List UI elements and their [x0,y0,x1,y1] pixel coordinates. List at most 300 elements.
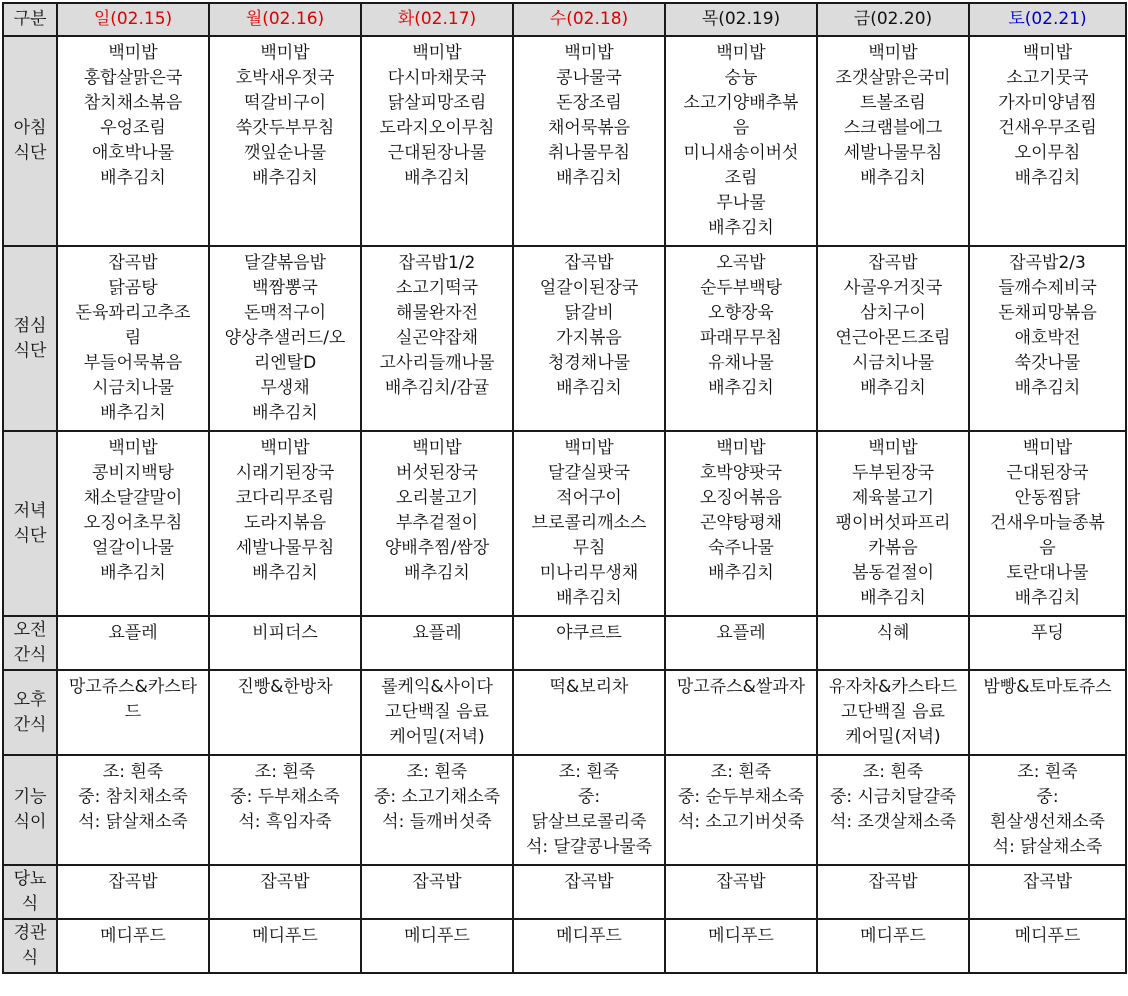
menu-item: 메디푸드 [404,926,470,946]
menu-item: 적어구이 [556,488,622,508]
day-header: 금(02.20) [817,3,969,36]
menu-cell-content [514,756,664,860]
menu-item: 잡곡밥 [564,872,614,892]
menu-item: 잡곡밥2/3 [1009,253,1086,273]
menu-item: 해물완자전 [395,303,479,323]
menu-cell [361,755,513,865]
menu-item: 백미밥 [412,43,462,63]
menu-item: 조갯살맑은국미 [835,68,951,88]
menu-cell-content [514,432,664,611]
menu-cell-content [818,37,968,191]
row-label-line: 오전 [13,620,47,640]
menu-item: 양상추샐러드/오 [224,328,346,348]
menu-item: 오곡밥 [716,253,766,273]
menu-item: 배추김치 [1014,378,1081,398]
menu-item: 중: 참치채소죽 [78,787,188,807]
menu-cell [209,36,361,246]
menu-item: 야쿠르트 [556,623,622,643]
day-header: 화(02.17) [361,3,513,36]
menu-item: 제육불고기 [851,488,935,508]
menu-item: 석: 닭살채소죽 [78,812,188,832]
menu-cell-content [58,432,208,586]
menu-item: 숭늉 [724,68,758,88]
menu-item: 실곤약잡채 [395,328,479,348]
menu-cell [817,36,969,246]
menu-cell [209,919,361,973]
menu-cell-content [58,617,208,646]
row-label-line: 오후 [13,689,47,710]
menu-cell [209,431,361,616]
menu-item: 림 [124,328,142,348]
menu-item: 조: 흰죽 [558,762,620,782]
menu-cell-content [818,866,968,895]
menu-item: 세발나물무침 [235,538,335,558]
menu-cell-content [514,920,664,949]
menu-item: 메디푸드 [708,926,774,946]
menu-item: 리엔탈D [253,353,317,373]
menu-item: 미니새송이버섯 [683,143,799,163]
menu-item: 백미밥 [716,43,766,63]
menu-item: 브로콜리깨소스 [531,513,647,533]
menu-item: 취나물무침 [547,143,631,163]
menu-cell [665,919,817,973]
menu-item: 배추김치 [860,588,926,608]
row-lunch [3,246,1126,431]
menu-item: 유자차&카스타드 [828,677,958,697]
menu-item: 오징어초무침 [83,513,183,533]
menu-item: 청경채나물 [547,353,631,373]
row-label-lunch [3,246,57,431]
menu-item: 사골우거짓국 [843,278,943,298]
menu-cell [57,919,209,973]
menu-item: 홍합살맑은국 [83,68,183,88]
menu-cell-content [666,866,816,895]
menu-item: 건새우무조림 [998,118,1097,138]
menu-item: 떡갈비구이 [243,93,327,113]
menu-item: 배추김치 [100,168,166,188]
menu-item: 가지볶음 [556,328,622,348]
menu-item: 봄동겉절이 [851,563,935,583]
row-label-line: 점심 [13,315,47,336]
menu-cell [969,865,1126,919]
menu-cell-content [362,37,512,191]
menu-cell [969,246,1126,431]
menu-item: 들깨수제비국 [998,278,1097,298]
menu-item: 중: 두부채소죽 [230,787,340,807]
menu-item: 잡곡밥 [412,872,462,892]
menu-item: 석: 소고기버섯죽 [677,812,805,832]
row-tube [3,919,1126,973]
menu-cell [57,755,209,865]
menu-cell-content [210,756,360,835]
menu-cell [209,755,361,865]
menu-item: 양배추찜/쌈장 [384,538,490,558]
row-label-line: 간식 [13,645,47,665]
menu-cell [209,670,361,755]
menu-cell-content [514,671,664,700]
menu-cell-content [58,866,208,895]
menu-item: 깻잎순나물 [243,143,327,163]
menu-cell-content [210,671,360,700]
menu-item: 다시마채뭇국 [387,68,487,88]
menu-cell [817,246,969,431]
menu-item: 잡곡밥 [716,872,766,892]
menu-item: 중: [1036,787,1059,807]
menu-item: 망고쥬스&쌀과자 [676,677,806,697]
menu-item: 돈육꽈리고추조 [75,303,191,323]
menu-cell-content [210,866,360,895]
menu-item: 요플레 [412,623,462,643]
menu-cell [361,36,513,246]
menu-cell-content [58,37,208,191]
menu-item: 배추김치 [252,168,318,188]
menu-cell [969,755,1126,865]
row-label-line: 식단 [13,143,47,163]
menu-cell-content [362,617,512,646]
row-label-line: 식 [21,948,39,968]
menu-cell-content [666,432,816,586]
menu-item: 오향장육 [708,303,774,323]
menu-item: 고사리들깨나물 [379,353,495,373]
row-ams [3,616,1126,670]
menu-item: 조: 흰죽 [406,762,468,782]
day-header: 월(02.16) [209,3,361,36]
menu-item: 소고기떡국 [395,278,479,298]
row-label-dia [3,865,57,919]
menu-cell [817,431,969,616]
row-label-line: 식단 [13,525,47,546]
menu-item: 호박양팟국 [699,463,783,483]
menu-item: 시금치나물 [851,353,935,373]
menu-item: 잡곡밥 [1022,872,1073,892]
menu-cell [361,865,513,919]
menu-item: 잡곡밥 [564,253,614,273]
menu-item: 잡곡밥 [260,872,310,892]
menu-item: 채소달걀말이 [83,488,183,508]
menu-cell-content [818,432,968,611]
menu-cell-content [514,37,664,191]
menu-cell [57,431,209,616]
menu-item: 배추김치 [708,218,774,238]
day-header: 토(02.21) [969,3,1126,36]
menu-item: 백미밥 [716,438,766,458]
menu-item: 백짬뽕국 [252,278,318,298]
menu-item: 트볼조림 [860,93,926,113]
menu-cell [361,670,513,755]
menu-item: 쑥갓나물 [1014,353,1081,373]
menu-item: 연근아몬드조림 [835,328,951,348]
menu-item: 배추김치 [252,403,318,423]
menu-item: 케어밀(저녁) [389,727,485,747]
menu-cell-content [210,37,360,191]
menu-cell [57,670,209,755]
menu-item: 잡곡밥1/2 [398,253,476,273]
menu-item: 부추겉절이 [395,513,479,533]
menu-item: 요플레 [716,623,766,643]
menu-item: 오이무침 [1014,143,1081,163]
row-label-func [3,755,57,865]
menu-item: 소고기양배추볶 [683,93,799,113]
menu-cell-content [666,247,816,401]
menu-item: 미나리무생채 [539,563,639,583]
menu-item: 배추김치 [100,563,166,583]
menu-cell [817,616,969,670]
row-breakfast [3,36,1126,246]
row-label-line: 경관 [13,923,47,943]
menu-item: 백미밥 [564,438,614,458]
row-pms [3,670,1126,755]
menu-cell-content [818,247,968,401]
menu-item: 메디푸드 [252,926,318,946]
menu-item: 팽이버섯파프리 [835,513,951,533]
row-label-line: 식 [21,894,39,914]
menu-item: 조: 흰죽 [710,762,772,782]
menu-item: 배추김치 [708,378,774,398]
menu-item: 오리불고기 [395,488,479,508]
menu-item: 백미밥 [1022,438,1073,458]
menu-item: 조: 흰죽 [102,762,164,782]
menu-item: 진빵&한방차 [237,677,333,697]
menu-cell-content [210,920,360,949]
menu-item: 석: 조갯살채소죽 [829,812,957,832]
menu-cell-content [970,920,1125,949]
menu-item: 안동찜닭 [1014,488,1081,508]
menu-item: 순두부백탕 [699,278,783,298]
menu-item: 버섯된장국 [395,463,479,483]
menu-cell [361,431,513,616]
menu-cell-content [666,920,816,949]
menu-cell-content [666,671,816,700]
table-body [3,36,1126,973]
menu-item: 무생채 [260,378,310,398]
menu-item: 애호박전 [1014,328,1081,348]
menu-cell [817,670,969,755]
menu-item: 배추김치 [556,588,622,608]
menu-item: 콩나물국 [556,68,622,88]
menu-item: 중: 시금치달걀죽 [829,787,957,807]
menu-item: 닭갈비 [564,303,614,323]
menu-cell-content [210,247,360,426]
menu-cell [817,919,969,973]
menu-item: 가자미양념찜 [998,93,1097,113]
row-label-pms [3,670,57,755]
menu-cell-content [210,432,360,586]
row-func [3,755,1126,865]
menu-item: 케어밀(저녁) [845,727,941,747]
menu-cell [969,616,1126,670]
day-header: 일(02.15) [57,3,209,36]
row-label-line: 간식 [13,714,47,735]
menu-item: 백미밥 [1022,43,1073,63]
menu-item: 얼갈이된장국 [539,278,639,298]
menu-item: 닭곰탕 [108,278,158,298]
menu-item: 배추김치 [404,168,470,188]
menu-item: 백미밥 [564,43,614,63]
menu-item: 스크램블에그 [843,118,943,138]
menu-item: 코다리무조림 [235,488,335,508]
menu-cell-content [970,617,1125,646]
menu-item: 백미밥 [260,43,310,63]
menu-cell-content [362,247,512,401]
menu-item: 애호박나물 [91,143,175,163]
menu-item: 백미밥 [868,438,918,458]
row-dinner [3,431,1126,616]
menu-item: 조: 흰죽 [862,762,924,782]
day-header: 수(02.18) [513,3,665,36]
menu-item: 백미밥 [108,43,158,63]
menu-item: 비피더스 [252,623,318,643]
menu-cell-content [514,617,664,646]
row-dia [3,865,1126,919]
menu-cell-content [818,920,968,949]
menu-cell [513,616,665,670]
menu-item: 잡곡밥 [868,872,918,892]
menu-item: 배추김치 [404,563,470,583]
menu-cell-content [818,756,968,835]
row-label-ams [3,616,57,670]
menu-item: 쑥갓두부무침 [235,118,335,138]
menu-cell [57,616,209,670]
menu-cell [361,246,513,431]
menu-cell [57,36,209,246]
menu-item: 시래기된장국 [235,463,335,483]
menu-item: 음 [1039,538,1056,558]
menu-cell-content [666,37,816,241]
menu-cell-content [970,756,1125,860]
menu-item: 요플레 [108,623,158,643]
menu-cell-content [362,866,512,895]
menu-cell-content [666,756,816,835]
row-label-line: 저녁 [13,500,47,521]
menu-item: 잡곡밥 [108,253,158,273]
menu-cell [665,431,817,616]
menu-item: 메디푸드 [556,926,622,946]
menu-item: 채어묵볶음 [547,118,631,138]
menu-item: 닭살브로콜리죽 [531,812,647,832]
menu-item: 세발나물무침 [843,143,943,163]
menu-item: 잡곡밥 [868,253,918,273]
header-row [3,3,1126,36]
menu-cell-content [970,247,1125,401]
menu-item: 드 [124,702,142,722]
menu-cell [665,865,817,919]
menu-cell-content [514,866,664,895]
menu-item: 배추김치 [100,403,166,423]
menu-item: 배추김치 [556,168,622,188]
menu-item: 무나물 [716,193,766,213]
menu-cell-content [210,617,360,646]
menu-item: 숙주나물 [708,538,774,558]
menu-cell [209,246,361,431]
menu-cell [209,616,361,670]
menu-cell-content [58,247,208,426]
menu-item: 석: 들깨버섯죽 [382,812,492,832]
menu-item: 유채나물 [708,353,774,373]
row-label-tube [3,919,57,973]
menu-item: 중: 순두부채소죽 [677,787,805,807]
menu-cell-content [362,671,512,750]
menu-item: 달걀볶음밥 [243,253,327,273]
menu-item: 메디푸드 [1014,926,1081,946]
menu-item: 배추김치 [1014,588,1081,608]
menu-item: 도라지오이무침 [379,118,495,138]
menu-item: 석: 달걀콩나물죽 [525,837,653,857]
menu-cell-content [970,866,1125,895]
menu-item: 배추김치 [860,378,926,398]
menu-cell-content [362,432,512,586]
menu-item: 백미밥 [260,438,310,458]
menu-item: 배추김치 [1014,168,1081,188]
menu-cell [57,865,209,919]
menu-cell [57,246,209,431]
menu-cell [361,616,513,670]
menu-cell [513,919,665,973]
row-label-line: 당뇨 [13,869,47,889]
menu-item: 흰살생선채소죽 [990,812,1105,832]
menu-item: 조림 [724,168,758,188]
menu-item: 건새우마늘종볶 [990,513,1105,533]
menu-cell [969,36,1126,246]
menu-item: 우엉조림 [100,118,166,138]
menu-item: 롤케익&사이다 [381,677,493,697]
menu-item: 배추김치 [708,563,774,583]
menu-cell-content [362,920,512,949]
menu-item: 중: [577,787,601,807]
menu-cell [209,865,361,919]
menu-item: 배추김치 [252,563,318,583]
menu-item: 카볶음 [868,538,918,558]
weekly-meal-table [2,2,1127,974]
menu-item: 파래무무침 [699,328,783,348]
menu-item: 근대된장국 [1006,463,1089,483]
menu-item: 두부된장국 [851,463,935,483]
menu-item: 석: 흑임자죽 [238,812,332,832]
menu-cell [665,36,817,246]
row-label-dinner [3,431,57,616]
menu-item: 콩비지백탕 [91,463,175,483]
menu-item: 석: 닭살채소죽 [992,837,1103,857]
menu-cell [817,865,969,919]
menu-item: 돈장조림 [556,93,622,113]
menu-cell [665,246,817,431]
menu-item: 메디푸드 [100,926,166,946]
menu-item: 닭살피망조림 [387,93,487,113]
menu-cell-content [818,671,968,750]
menu-item: 오징어볶음 [699,488,783,508]
menu-item: 배추김치/감귤 [384,378,490,398]
menu-item: 곤약탕평채 [699,513,783,533]
menu-item: 백미밥 [412,438,462,458]
menu-cell-content [362,756,512,835]
menu-cell [513,36,665,246]
menu-item: 밤빵&토마토쥬스 [983,677,1112,697]
menu-cell [513,246,665,431]
row-label-breakfast [3,36,57,246]
row-label-line: 식단 [13,340,47,361]
menu-cell [969,431,1126,616]
menu-cell [361,919,513,973]
row-label-line: 기능 [13,787,47,807]
menu-item: 떡&보리차 [549,677,629,697]
menu-item: 토란대나물 [1006,563,1089,583]
menu-cell-content [666,617,816,646]
menu-item: 음 [732,118,750,138]
menu-item: 도라지볶음 [243,513,327,533]
menu-item: 백미밥 [108,438,158,458]
menu-cell [665,616,817,670]
menu-item: 고단백질 음료 [841,702,945,722]
row-label-line: 아침 [13,118,47,138]
